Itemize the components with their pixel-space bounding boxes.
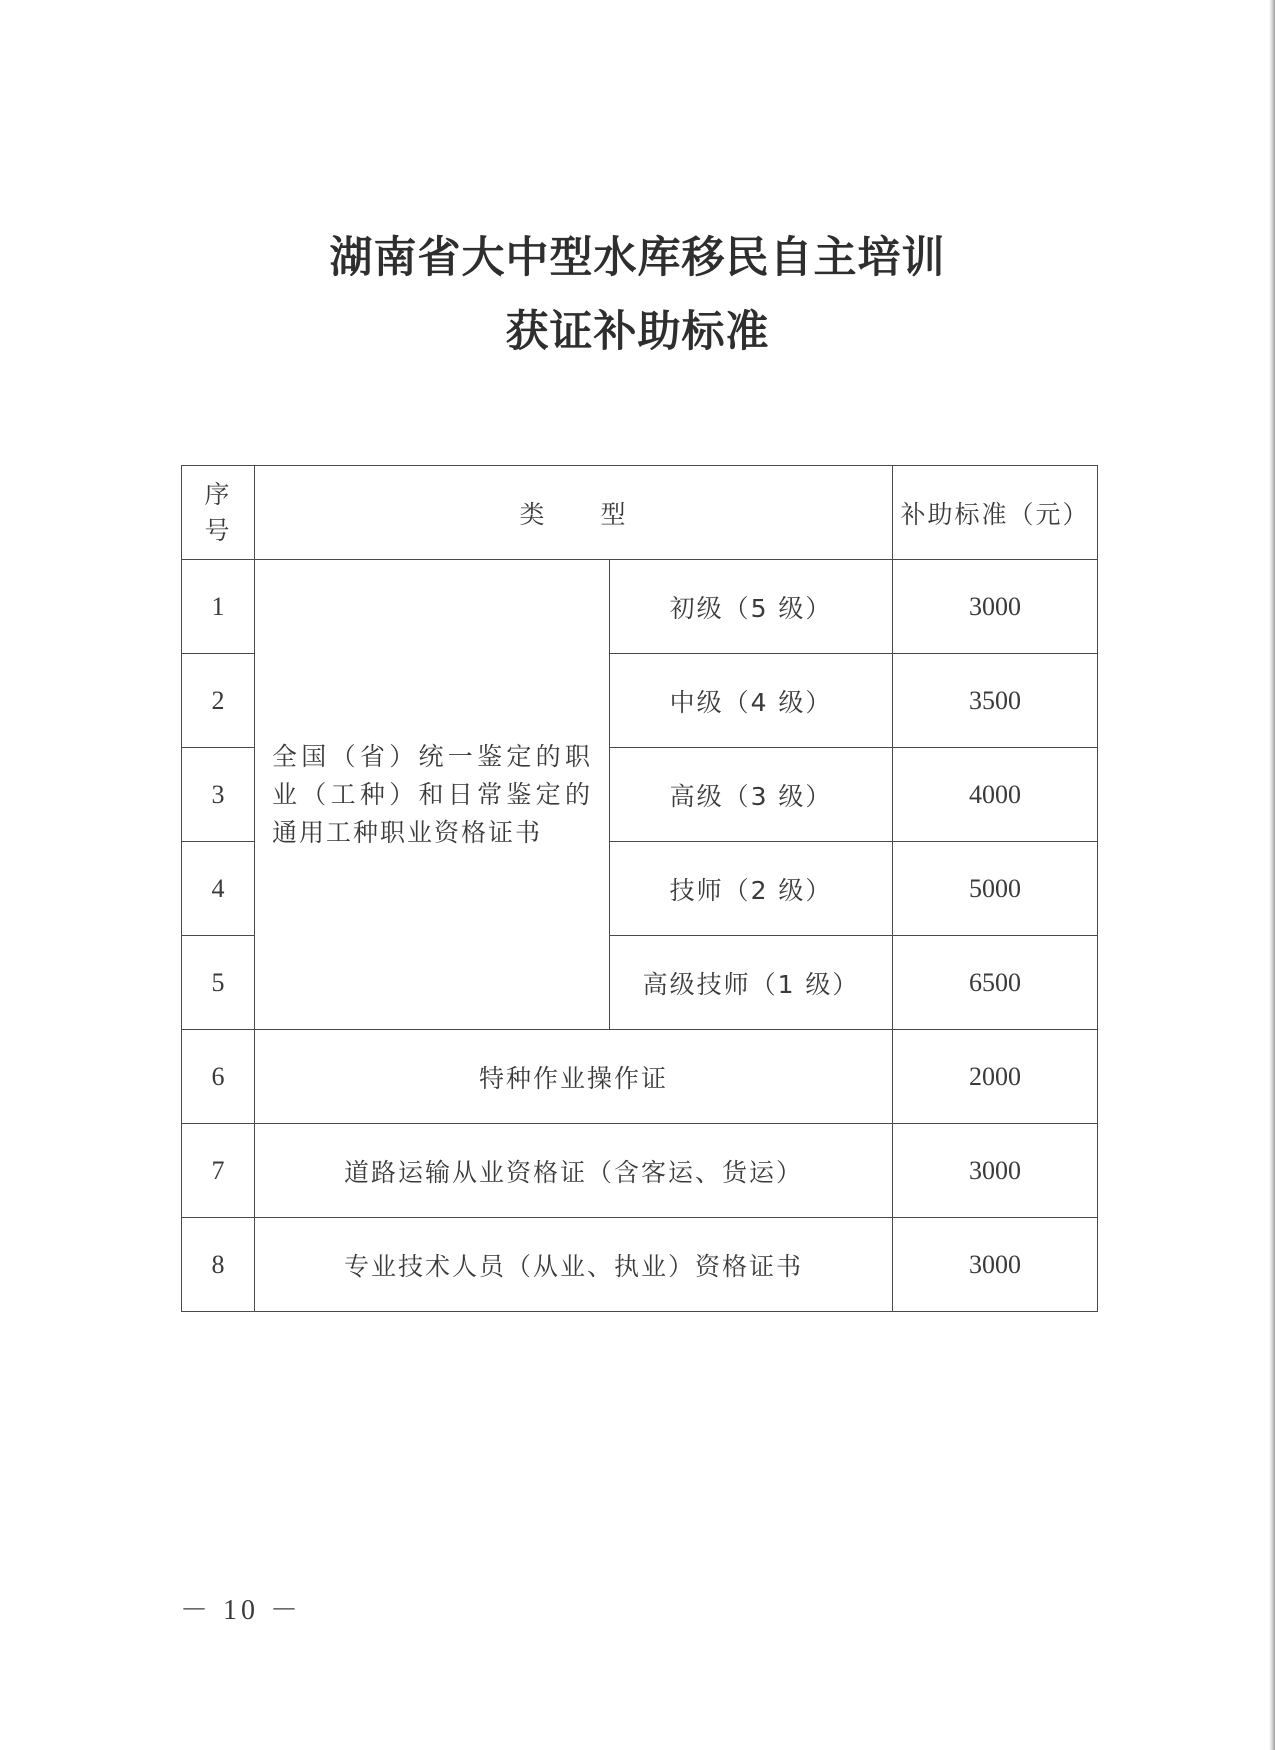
row-amount: 2000 [893,1030,1098,1124]
table-header-row [182,466,1098,560]
row-seq: 2 [182,654,255,748]
header-standard: 补助标准（元） [893,466,1098,560]
header-seq [182,466,255,560]
row-seq: 6 [182,1030,255,1124]
row-amount: 3500 [893,654,1098,748]
table-row [182,1124,1098,1218]
table-row [182,1030,1098,1124]
row-type: 特种作业操作证 [255,1030,893,1124]
row-type: 道路运输从业资格证（含客运、货运） [255,1124,893,1218]
row-level: 高级技师（1 级） [610,936,893,1030]
row-seq: 7 [182,1124,255,1218]
document-title-line-2: 获证补助标准 [505,307,770,357]
row-level: 高级（3 级） [610,748,893,842]
merged-category-cell [255,560,610,1030]
row-amount: 3000 [893,1218,1098,1312]
row-seq: 8 [182,1218,255,1312]
row-amount: 3000 [893,1124,1098,1218]
row-seq: 5 [182,936,255,1030]
row-level: 技师（2 级） [610,842,893,936]
table-row [182,1218,1098,1312]
row-seq: 1 [182,560,255,654]
row-level: 中级（4 级） [610,654,893,748]
row-amount: 5000 [893,842,1098,936]
table-row [182,560,1098,654]
row-amount: 6500 [893,936,1098,1030]
page-number: － 10 － [180,1595,303,1626]
header-seq-top: 序 [204,479,232,509]
subsidy-standard-table [181,465,1098,1312]
row-type: 专业技术人员（从业、执业）资格证书 [255,1218,893,1312]
merged-category-text: 全国（省）统一鉴定的职业（工种）和日常鉴定的通用工种职业资格证书 [272,741,592,847]
document-title-line-1: 湖南省大中型水库移民自主培训 [329,233,946,283]
header-seq-bottom: 号 [204,515,232,545]
row-seq: 4 [182,842,255,936]
row-level: 初级（5 级） [610,560,893,654]
row-amount: 4000 [893,748,1098,842]
row-seq: 3 [182,748,255,842]
row-amount: 3000 [893,560,1098,654]
header-type: 类 型 [255,466,893,560]
